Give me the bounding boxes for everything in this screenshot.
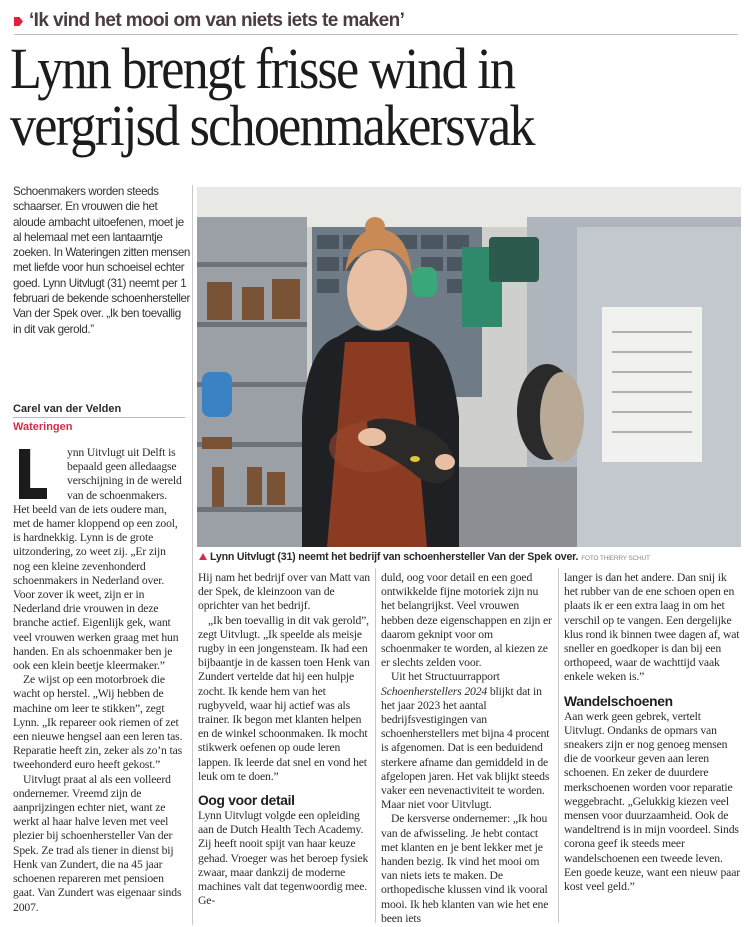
triangle-up-icon: [199, 553, 207, 560]
intro-lead: Schoenmakers worden steeds schaarser. En vrouwen die het aloude ambacht uitoefenen, moet je al helemaal met een lantaarntje zoeken. In Wateringen zitten mensen met liefde voor hun schoeisel echter goed. Lynn Uitvlugt (31) neemt per 1 februari de bekende schoenhersteller Van der Spek over. „Ik ben toevallig in dit vak gerold.”: [13, 185, 191, 336]
subheading-wandelschoenen: Wandelschoenen: [564, 693, 673, 709]
article-column-3: [381, 571, 553, 926]
report-title: Schoenherstellers 2024: [381, 684, 488, 698]
drop-cap-l: [19, 449, 47, 499]
article-column-2: [198, 571, 370, 908]
headline-line-2: vergrijsd schoenmakersvak: [10, 93, 534, 158]
article-column-1: [13, 446, 185, 915]
paragraph: ynn Uitvlugt uit Delft is bepaald geen alledaagse verschijning in de wereld van de schoenmakers. Het beeld van de iets oudere man, met de hamer kloppend op een zool, is hardnekkig. Lynn is de grote uitzondering, zo weet zij. „Er zijn nog een kleine zevenhonderd schoenmakers in Nederland over. Voor zover ik weet, zijn er in Nederland drie vrouwen in deze branche actief. Eigenlijk gek, want veel vrouwen werken graag met hun handen. En als schoenmaker ben je ook een klein beetje kleermaker.”: [13, 446, 182, 673]
dateline-location: Wateringen: [13, 421, 73, 433]
headline: [10, 36, 667, 158]
caption-text: Lynn Uitvlugt (31) neemt het bedrijf van schoenhersteller Van der Spek over.: [210, 551, 579, 563]
kicker-quote: ‘Ik vind het mooi om van niets iets te maken’: [29, 9, 405, 31]
column-divider: [558, 568, 559, 923]
paragraph: Uitvlugt praat al als een volleerd ondernemer. Vreemd zijn de aanprijzingen echter niet, want ze werkt al haar halve leven met veel plezier bij schoenhersteller Van der Spek. Ze trad als tiener in dienst bij Henk van Zundert, die na 45 jaar schoenen repareren met pensioen gaat. Van Zundert was eigenaar sinds 2007.: [13, 772, 182, 914]
photo-credit: FOTO THIERRY SCHUT: [581, 555, 650, 562]
headline-line-1: Lynn brengt frisse wind in: [10, 36, 515, 101]
kicker: [14, 7, 738, 35]
photo-caption: [199, 551, 744, 563]
red-pointer-icon: [14, 17, 23, 26]
article-column-4: [564, 571, 740, 894]
paragraph: Aan werk geen gebrek, vertelt Uitvlugt. Ondanks de opmars van sneakers zijn er nog genoeg mensen die de voorkeur geven aan leren schoenen. En zeker de duurdere merkschoenen worden voor reparatie weggebracht. „Gelukkig kiezen veel mensen voor duurzaamheid. Ook de wandeltrend is in mijn voordeel. Sinds corona geef ik steeds meer wandelschoenen een tweede leven. Een goede keuze, want een nieuw paar kost veel geld.”: [564, 709, 740, 894]
paragraph: Hij nam het bedrijf over van Matt van der Spek, de kleinzoon van de oprichter van het bedrijf.: [198, 571, 370, 613]
paragraph: duld, oog voor detail en een goed ontwikkelde fijne motoriek zijn nu het belangrijkst. Veel vrouwen hebben deze eigenschappen en zijn er daarom geknipt voor om schoenmaker te worden, al kiezen ze er slechts zelden voor.: [381, 571, 552, 670]
paragraph: „Ik ben toevallig in dit vak gerold”, zegt Uitvlugt. „Ik speelde als meisje rugby in een jongensteam. Ik had een bijbaantje in de kassen toen Henk van Zundert vertelde dat hij een hulpje zocht. Ik kende hem van het rugbyveld, waar hij actief was als trainer. Ik begon met klanten helpen en de winkel schoonmaken. Ik mocht stikwerk oefenen op oude leren lappen. Ik leerde dat snel en vond het leuk om te doen.”: [198, 613, 370, 783]
paragraph: langer is dan het andere. Dan snij ik het rubber van de ene schoen open en plaats ik er een extra laag in om het verschil op te vangen. Een dergelijke klus rond ik binnen twee dagen af, wat sneller en goedkoper is dan bij een orthopeed, waar de wachttijd vaak enkele weken is.”: [564, 571, 740, 684]
paragraph: Ze wijst op een motorbroek die wacht op herstel. „Wij hebben de machine om leer te stikken”, zegt Lynn. „Ik repareer ook riemen of zet een nieuwe hengsel aan een leren tas. Reparatie heeft zin, zeker als zo’n tas tweehonderd euro heeft gekost.”: [13, 673, 183, 772]
paragraph: Uit het Structuurrapport Schoenherstellers 2024 blijkt dat in het jaar 2023 het aantal bedrijfsvestigingen van schoenherstellers met bijna 4 procent is afgenomen. Dat is een beduidend sterkere afname dan gemiddeld in de afgelopen jaren. Het vak blijkt steeds vaker een nevenactiviteit te worden. Maar niet voor Uitvlugt.: [381, 670, 550, 812]
paragraph: Lynn Uitvlugt volgde een opleiding aan de Dutch Health Tech Academy. Zij heeft nooit spijt van haar keuze gehad. Vroeger was het beroep fysiek zwaar, maar dankzij de moderne machines valt dat tegenwoordig mee. Ge-: [198, 809, 369, 908]
paragraph: De kersverse ondernemer: „Ik hou van de afwisseling. Je hebt contact met klanten en je bent lekker met je handen bezig. Ik vind het mooi om van niets iets te maken. De orthopedische klussen vind ik vooral mooi. Ik heb klanten van wie het ene been iets: [381, 812, 549, 925]
column-divider: [375, 568, 376, 923]
photo-illustration: [197, 187, 741, 547]
byline-author: Carel van der Velden: [13, 403, 185, 418]
column-divider: [192, 185, 193, 925]
article-photo[interactable]: [197, 187, 741, 547]
subheading-oog-voor-detail: Oog voor detail: [198, 793, 295, 809]
